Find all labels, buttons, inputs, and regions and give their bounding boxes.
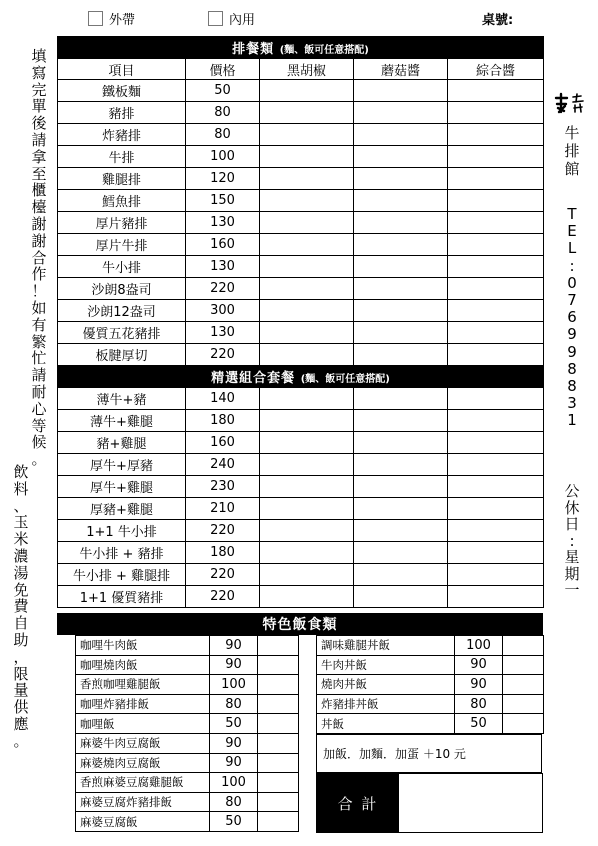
quantity-cell[interactable] [354, 520, 448, 542]
quantity-cell[interactable] [354, 586, 448, 608]
note-char: 1 [567, 411, 577, 430]
quantity-cell[interactable] [260, 542, 354, 564]
combo-section-header [58, 366, 544, 388]
table-number-label: 桌號: [482, 12, 514, 28]
rice-item-name: 牛肉丼飯 [317, 655, 455, 675]
item-price: 180 [186, 410, 260, 432]
item-price: 130 [186, 212, 260, 234]
item-price: 140 [186, 388, 260, 410]
note-char: 助 [13, 630, 29, 649]
quantity-cell[interactable] [260, 300, 354, 322]
rice-item-price: 90 [210, 655, 258, 675]
rice-item-price: 100 [210, 773, 258, 793]
rice-item-price: 100 [455, 636, 503, 656]
rice-quantity-cell[interactable] [258, 773, 299, 793]
item-price: 160 [186, 234, 260, 256]
closed-day-note [563, 483, 581, 599]
quantity-cell[interactable] [354, 410, 448, 432]
quantity-cell[interactable] [448, 432, 544, 454]
quantity-cell[interactable] [260, 586, 354, 608]
menu-row [58, 586, 544, 608]
note-char: 拿 [31, 147, 47, 166]
menu-row [58, 388, 544, 410]
item-name: 炸豬排 [58, 124, 186, 146]
quantity-cell[interactable] [354, 388, 448, 410]
quantity-cell[interactable] [260, 322, 354, 344]
note-char: 後 [31, 114, 47, 133]
note-char: 寫 [31, 63, 47, 82]
rice-quantity-cell[interactable] [258, 792, 299, 812]
item-price: 220 [186, 586, 260, 608]
item-price: 210 [186, 498, 260, 520]
rice-item-price: 90 [455, 675, 503, 695]
note-char: 7 [567, 291, 577, 310]
item-price: 150 [186, 190, 260, 212]
rice-item-price: 80 [210, 792, 258, 812]
rice-right-table [316, 635, 544, 734]
note-char: ！ [31, 282, 47, 301]
quantity-cell[interactable] [260, 278, 354, 300]
quantity-cell[interactable] [260, 410, 354, 432]
addon-note: 加飯．加麵．加蛋 ＋10 元 [316, 734, 542, 773]
note-char: : [569, 531, 575, 550]
section-note: (麵、飯可任意搭配) [279, 45, 369, 56]
quantity-cell[interactable] [260, 146, 354, 168]
rice-item-price: 90 [210, 733, 258, 753]
item-name: 薄牛+豬 [58, 388, 186, 410]
quantity-cell[interactable] [448, 146, 544, 168]
item-name: 豬排 [58, 102, 186, 124]
item-name: 優質五花豬排 [58, 322, 186, 344]
item-price: 220 [186, 344, 260, 366]
rice-row [76, 636, 299, 656]
quantity-cell[interactable] [354, 80, 448, 102]
item-name: 牛小排 + 雞腿排 [58, 564, 186, 586]
note-char: : [569, 256, 575, 275]
rice-quantity-cell[interactable] [503, 636, 544, 656]
rice-quantity-cell[interactable] [503, 694, 544, 714]
menu-row [58, 278, 544, 300]
note-char: 公 [564, 482, 580, 500]
quantity-cell[interactable] [354, 256, 448, 278]
note-char: 一 [564, 581, 580, 599]
item-price: 230 [186, 476, 260, 498]
quantity-cell[interactable] [354, 344, 448, 366]
rice-quantity-cell[interactable] [258, 655, 299, 675]
quantity-cell[interactable] [448, 212, 544, 234]
item-price: 130 [186, 322, 260, 344]
quantity-cell[interactable] [448, 520, 544, 542]
note-char: 合 [31, 248, 47, 267]
menu-row [58, 256, 544, 278]
rice-item-name: 咖哩炸豬排飯 [76, 694, 210, 714]
rice-item-name: 調味雞腿丼飯 [317, 636, 455, 656]
item-price: 240 [186, 454, 260, 476]
rice-row [76, 733, 299, 753]
quantity-cell[interactable] [448, 564, 544, 586]
item-price: 220 [186, 278, 260, 300]
note-char: 候 [31, 433, 47, 452]
item-name: 沙朗12盎司 [58, 300, 186, 322]
quantity-cell[interactable] [354, 454, 448, 476]
item-name: 板腱厚切 [58, 344, 186, 366]
telephone-number [563, 206, 581, 430]
note-char: 心 [31, 399, 47, 418]
quantity-cell[interactable] [448, 322, 544, 344]
note-char: 料 [13, 479, 29, 498]
quantity-cell[interactable] [260, 256, 354, 278]
note-char: 飲 [13, 463, 29, 481]
quantity-cell[interactable] [448, 498, 544, 520]
rice-item-name: 炸豬排丼飯 [317, 694, 455, 714]
item-price: 100 [186, 146, 260, 168]
note-char: 耐 [31, 382, 47, 401]
note-char: 排 [564, 142, 580, 160]
quantity-cell[interactable] [354, 432, 448, 454]
rice-item-price: 80 [455, 694, 503, 714]
quantity-cell[interactable] [260, 388, 354, 410]
quantity-cell[interactable] [260, 168, 354, 190]
dinein-checkbox[interactable] [208, 11, 223, 26]
item-price: 80 [186, 102, 260, 124]
rice-item-name: 咖哩燒肉飯 [76, 655, 210, 675]
item-name: 厚片牛排 [58, 234, 186, 256]
note-char: 作 [31, 265, 47, 284]
column-header-row [58, 59, 544, 80]
note-char: 休 [564, 498, 580, 517]
quantity-cell[interactable] [354, 278, 448, 300]
item-name: 豬+雞腿 [58, 432, 186, 454]
section-title: 排餐類 [232, 42, 275, 57]
section-title: 精選組合套餐 [211, 371, 296, 386]
rice-quantity-cell[interactable] [258, 733, 299, 753]
rice-item-name: 麻婆豆腐飯 [76, 812, 210, 832]
quantity-cell[interactable] [448, 234, 544, 256]
quantity-cell[interactable] [354, 212, 448, 234]
note-char: 、 [13, 496, 29, 515]
quantity-cell[interactable] [448, 124, 544, 146]
rice-row [76, 812, 299, 832]
quantity-cell[interactable] [448, 256, 544, 278]
quantity-cell[interactable] [354, 542, 448, 564]
note-char: 填 [31, 47, 47, 65]
takeout-checkbox[interactable] [88, 11, 103, 26]
rice-row [76, 694, 299, 714]
quantity-cell[interactable] [260, 102, 354, 124]
rice-quantity-cell[interactable] [258, 753, 299, 773]
order-instruction-note [30, 48, 48, 468]
menu-row [58, 168, 544, 190]
quantity-cell[interactable] [354, 322, 448, 344]
note-char: 免 [13, 580, 29, 599]
quantity-cell[interactable] [260, 476, 354, 498]
item-name: 厚牛+雞腿 [58, 476, 186, 498]
menu-row [58, 564, 544, 586]
menu-row [58, 322, 544, 344]
quantity-cell[interactable] [260, 498, 354, 520]
quantity-cell[interactable] [448, 80, 544, 102]
rice-section-title: 特色飯食類 [262, 617, 338, 633]
total-amount-field[interactable] [399, 774, 542, 832]
note-char: ， [13, 647, 29, 666]
note-char: 日 [564, 515, 580, 533]
note-char: 謝 [31, 231, 47, 250]
rice-quantity-cell[interactable] [503, 714, 544, 734]
quantity-cell[interactable] [260, 80, 354, 102]
column-header: 黑胡椒 [260, 59, 354, 80]
menu-row [58, 300, 544, 322]
note-char: 繁 [31, 332, 47, 351]
quantity-cell[interactable] [260, 520, 354, 542]
rice-quantity-cell[interactable] [503, 655, 544, 675]
rice-row [76, 792, 299, 812]
takeout-label: 外帶 [109, 12, 136, 28]
menu-row [58, 410, 544, 432]
item-name: 鱈魚排 [58, 190, 186, 212]
note-char: 等 [31, 416, 47, 435]
note-char: 8 [567, 359, 577, 378]
quantity-cell[interactable] [260, 344, 354, 366]
item-price: 300 [186, 300, 260, 322]
item-price: 180 [186, 542, 260, 564]
item-name: 牛小排 + 豬排 [58, 542, 186, 564]
steak-section-header-cell [58, 37, 544, 59]
total-box [316, 773, 543, 833]
note-char: 請 [31, 366, 47, 385]
combo-section-header-cell [58, 366, 544, 388]
item-price: 80 [186, 124, 260, 146]
quantity-cell[interactable] [448, 454, 544, 476]
note-char: 至 [31, 164, 47, 183]
note-char: 謝 [31, 214, 47, 233]
rice-item-name: 燒肉丼飯 [317, 675, 455, 695]
quantity-cell[interactable] [260, 212, 354, 234]
quantity-cell[interactable] [354, 168, 448, 190]
note-char: T [567, 205, 577, 223]
rice-item-price: 100 [210, 675, 258, 695]
quantity-cell[interactable] [354, 476, 448, 498]
rice-row [76, 714, 299, 734]
note-char: 自 [13, 614, 29, 633]
menu-row [58, 212, 544, 234]
item-name: 牛排 [58, 146, 186, 168]
quantity-cell[interactable] [448, 168, 544, 190]
note-char: 供 [13, 698, 29, 717]
note-char: 玉 [13, 513, 29, 532]
item-name: 1+1 牛小排 [58, 520, 186, 542]
note-char: 期 [564, 564, 580, 583]
item-name: 鐵板麵 [58, 80, 186, 102]
note-char: 濃 [13, 546, 29, 565]
dinein-option[interactable] [208, 9, 255, 27]
item-name: 厚牛+厚豬 [58, 454, 186, 476]
quantity-cell[interactable] [354, 300, 448, 322]
note-char: 有 [31, 315, 47, 334]
rice-item-name: 丼飯 [317, 714, 455, 734]
quantity-cell[interactable] [260, 190, 354, 212]
rice-left-table [75, 635, 299, 832]
rice-row [76, 773, 299, 793]
note-char: 米 [13, 530, 29, 549]
column-header: 項目 [58, 59, 186, 80]
rice-row [317, 675, 544, 695]
note-char: 0 [567, 273, 577, 292]
note-char: 牛 [564, 124, 580, 142]
column-header: 價格 [186, 59, 260, 80]
rice-row [317, 694, 544, 714]
menu-row [58, 124, 544, 146]
note-char: 檯 [31, 198, 47, 217]
item-price: 220 [186, 520, 260, 542]
takeout-option[interactable] [88, 9, 135, 27]
menu-row [58, 542, 544, 564]
rice-item-price: 90 [455, 655, 503, 675]
shop-name [562, 124, 582, 178]
quantity-cell[interactable] [354, 190, 448, 212]
rice-row [76, 753, 299, 773]
rice-item-name: 香煎麻婆豆腐雞腿飯 [76, 773, 210, 793]
note-char: 3 [567, 394, 577, 413]
note-char: 請 [31, 130, 47, 149]
quantity-cell[interactable] [448, 542, 544, 564]
total-label: 合 計 [317, 774, 399, 832]
menu-row [58, 234, 544, 256]
menu-row [58, 454, 544, 476]
menu-row [58, 476, 544, 498]
item-name: 雞腿排 [58, 168, 186, 190]
item-price: 130 [186, 256, 260, 278]
note-char: 星 [564, 548, 580, 566]
item-name: 厚豬+雞腿 [58, 498, 186, 520]
quantity-cell[interactable] [354, 498, 448, 520]
rice-item-name: 麻婆牛肉豆腐飯 [76, 733, 210, 753]
note-char: 6 [567, 308, 577, 327]
quantity-cell[interactable] [354, 234, 448, 256]
column-header: 綜合醬 [448, 59, 544, 80]
rice-item-price: 50 [210, 714, 258, 734]
rice-row [76, 675, 299, 695]
quantity-cell[interactable] [448, 388, 544, 410]
quantity-cell[interactable] [448, 102, 544, 124]
item-name: 厚片豬排 [58, 212, 186, 234]
quantity-cell[interactable] [260, 124, 354, 146]
rice-item-price: 80 [210, 694, 258, 714]
rice-item-name: 麻婆豆腐炸豬排飯 [76, 792, 210, 812]
rice-row [76, 655, 299, 675]
quantity-cell[interactable] [354, 102, 448, 124]
quantity-cell[interactable] [448, 586, 544, 608]
item-name: 1+1 優質豬排 [58, 586, 186, 608]
rice-item-price: 50 [455, 714, 503, 734]
quantity-cell[interactable] [260, 234, 354, 256]
menu-row [58, 498, 544, 520]
rice-quantity-cell[interactable] [258, 714, 299, 734]
rice-item-price: 50 [210, 812, 258, 832]
steak-combo-table [57, 36, 544, 608]
menu-row [58, 80, 544, 102]
quantity-cell[interactable] [448, 476, 544, 498]
rice-item-name: 麻婆燒肉豆腐飯 [76, 753, 210, 773]
menu-row [58, 190, 544, 212]
note-char: 量 [13, 681, 29, 700]
rice-quantity-cell[interactable] [503, 675, 544, 695]
column-header: 蘑菇醬 [354, 59, 448, 80]
brand-logo [553, 92, 591, 114]
item-name: 沙朗8盎司 [58, 278, 186, 300]
item-name: 牛小排 [58, 256, 186, 278]
item-price: 50 [186, 80, 260, 102]
note-char: 費 [13, 597, 29, 616]
menu-row [58, 432, 544, 454]
quantity-cell[interactable] [448, 410, 544, 432]
rice-section-header [57, 613, 543, 635]
rice-row [317, 655, 544, 675]
note-char: 如 [31, 298, 47, 317]
quantity-cell[interactable] [448, 278, 544, 300]
quantity-cell[interactable] [448, 344, 544, 366]
menu-row [58, 102, 544, 124]
note-char: 完 [31, 80, 47, 99]
note-char: 限 [13, 664, 29, 683]
note-char: E [567, 222, 577, 241]
note-char: L [567, 239, 577, 258]
section-note: (麵、飯可任意搭配) [300, 374, 390, 385]
note-char: 9 [567, 342, 577, 361]
quantity-cell[interactable] [448, 190, 544, 212]
rice-quantity-cell[interactable] [258, 636, 299, 656]
note-char: 湯 [13, 563, 29, 582]
quantity-cell[interactable] [448, 300, 544, 322]
item-price: 220 [186, 564, 260, 586]
free-drinks-note [12, 464, 30, 750]
quantity-cell[interactable] [260, 432, 354, 454]
note-char: 9 [567, 325, 577, 344]
note-char: 忙 [31, 349, 47, 368]
quantity-cell[interactable] [260, 564, 354, 586]
menu-row [58, 520, 544, 542]
item-name: 薄牛+雞腿 [58, 410, 186, 432]
note-char: 應 [13, 714, 29, 733]
dinein-label: 內用 [229, 12, 256, 28]
item-price: 120 [186, 168, 260, 190]
note-char: 單 [31, 97, 47, 116]
note-char: 。 [31, 450, 47, 469]
quantity-cell[interactable] [354, 146, 448, 168]
rice-row [317, 714, 544, 734]
note-char: 。 [13, 731, 29, 750]
quantity-cell[interactable] [354, 564, 448, 586]
menu-row [58, 344, 544, 366]
rice-item-name: 香煎咖哩雞腿飯 [76, 675, 210, 695]
quantity-cell[interactable] [354, 124, 448, 146]
rice-quantity-cell[interactable] [258, 812, 299, 832]
rice-item-price: 90 [210, 636, 258, 656]
rice-item-price: 90 [210, 753, 258, 773]
rice-quantity-cell[interactable] [258, 694, 299, 714]
note-char: 櫃 [31, 181, 47, 200]
steak-section-header [58, 37, 544, 59]
rice-quantity-cell[interactable] [258, 675, 299, 695]
note-char: 館 [564, 160, 580, 178]
menu-row [58, 146, 544, 168]
item-price: 160 [186, 432, 260, 454]
rice-item-name: 咖哩牛肉飯 [76, 636, 210, 656]
quantity-cell[interactable] [260, 454, 354, 476]
note-char: 8 [567, 377, 577, 396]
rice-row [317, 636, 544, 656]
rice-item-name: 咖哩飯 [76, 714, 210, 734]
